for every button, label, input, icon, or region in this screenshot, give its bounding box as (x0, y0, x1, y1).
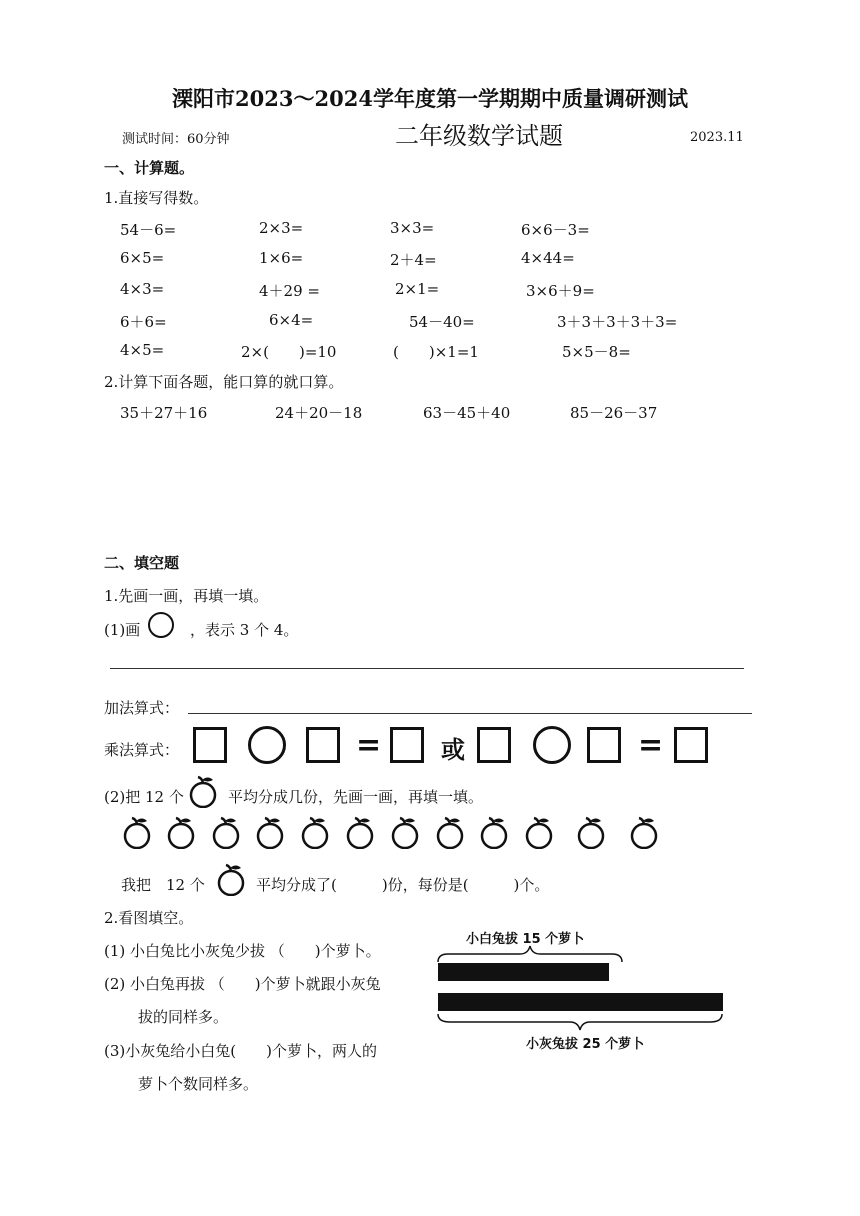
calc-item: 1×6= (259, 249, 304, 267)
apple-icon (522, 815, 556, 849)
exam-subtitle: 二年级数学试题 (395, 122, 563, 150)
white-rabbit-bar (438, 963, 609, 981)
answer-box[interactable] (193, 727, 227, 763)
picture-q-item: 拔的同样多。 (138, 1008, 229, 1026)
section1-heading: 一、计算题。 (104, 159, 195, 177)
divide-prompt-post: 平均分成几份，先画一画，再填一填。 (228, 788, 484, 806)
calc-item: 3×3= (390, 219, 435, 237)
test-duration: 测试时间：60分钟 (122, 132, 230, 147)
or-text: 或 (441, 736, 465, 764)
apple-icon (477, 815, 511, 849)
answer-box[interactable] (306, 727, 340, 763)
calc-item: 5×5－8= (562, 343, 631, 361)
apple-icon (186, 774, 220, 808)
picture-q-item: (3)小灰兔给小白兔( )个萝卜，两人的 (104, 1042, 377, 1060)
apple-icon (343, 815, 377, 849)
exam-title: 溧阳市2023～2024学年度第一学期期中质量调研测试 (172, 86, 688, 111)
picture-q-item: (2) 小白兔再拔 （ )个萝卜就跟小灰兔 (104, 975, 381, 993)
calc-item: 2×1= (395, 280, 440, 298)
operator-circle[interactable] (533, 726, 571, 764)
circle-icon (148, 612, 174, 638)
apple-icon (209, 815, 243, 849)
draw-prompt-pre: (1)画 (104, 621, 141, 639)
apple-icon (298, 815, 332, 849)
draw-prompt-post: ，表示 3 个 4。 (190, 621, 299, 639)
exam-date: 2023.11 (690, 130, 744, 145)
multiplication-label: 乘法算式： (104, 741, 180, 759)
apple-icon (120, 815, 154, 849)
calc-item: 4×5= (120, 341, 165, 359)
fill-sentence-post: 平均分成了( )份，每份是( )个。 (256, 876, 550, 894)
apple-icon (574, 815, 608, 849)
calc-item: 54－6= (120, 221, 177, 239)
q2-label: 2.计算下面各题，能口算的就口算。 (104, 373, 344, 391)
apple-icon (164, 815, 198, 849)
picture-q-label: 2.看图填空。 (104, 909, 194, 927)
mixed-calc-item: 63－45＋40 (423, 404, 511, 422)
calc-item: 2＋4= (390, 251, 437, 269)
apple-icon (388, 815, 422, 849)
calc-item: 6＋6= (120, 313, 167, 331)
q1-label: 1.直接写得数。 (104, 189, 209, 207)
addition-answer-line[interactable] (188, 713, 752, 714)
white-rabbit-label: 小白兔拔 15 个萝卜 (466, 932, 585, 947)
calc-item: 6×6－3= (521, 221, 590, 239)
grey-rabbit-label: 小灰兔拔 25 个萝卜 (526, 1037, 645, 1052)
equals-sign: = (356, 728, 382, 763)
fill-sentence-pre: 我把 12 个 (121, 876, 205, 894)
answer-box[interactable] (674, 727, 708, 763)
picture-q-item: (1) 小白兔比小灰兔少拔 （ )个萝卜。 (104, 942, 381, 960)
divide-prompt-pre: (2)把 12 个 (104, 788, 184, 806)
calc-item: 4×44= (521, 249, 575, 267)
grey-rabbit-bar (438, 993, 723, 1011)
calc-item: 3＋3＋3＋3＋3= (557, 313, 678, 331)
calc-item: 6×5= (120, 249, 165, 267)
mixed-calc-item: 24＋20－18 (275, 404, 363, 422)
calc-item: 4＋29 = (259, 282, 320, 300)
apple-icon (627, 815, 661, 849)
calc-item: 4×3= (120, 280, 165, 298)
calc-item: 3×6＋9= (526, 282, 595, 300)
addition-label: 加法算式： (104, 699, 180, 717)
mixed-calc-item: 85－26－37 (570, 404, 658, 422)
calc-item: 2×3= (259, 219, 304, 237)
calc-item: 6×4= (269, 311, 314, 329)
apple-icon (214, 862, 248, 896)
apple-icon (433, 815, 467, 849)
calc-item: 2×( )=10 (241, 343, 337, 361)
answer-box[interactable] (587, 727, 621, 763)
fill-q1-label: 1.先画一画，再填一填。 (104, 587, 269, 605)
section2-heading: 二、填空题 (104, 554, 180, 572)
answer-box[interactable] (477, 727, 511, 763)
equals-sign: = (638, 728, 664, 763)
operator-circle[interactable] (248, 726, 286, 764)
calc-item: 54－40= (409, 313, 475, 331)
mixed-calc-item: 35＋27＋16 (120, 404, 208, 422)
drawing-line[interactable] (110, 668, 744, 669)
calc-item: ( )×1=1 (393, 343, 479, 361)
apple-icon (253, 815, 287, 849)
answer-box[interactable] (390, 727, 424, 763)
picture-q-item: 萝卜个数同样多。 (138, 1075, 259, 1093)
